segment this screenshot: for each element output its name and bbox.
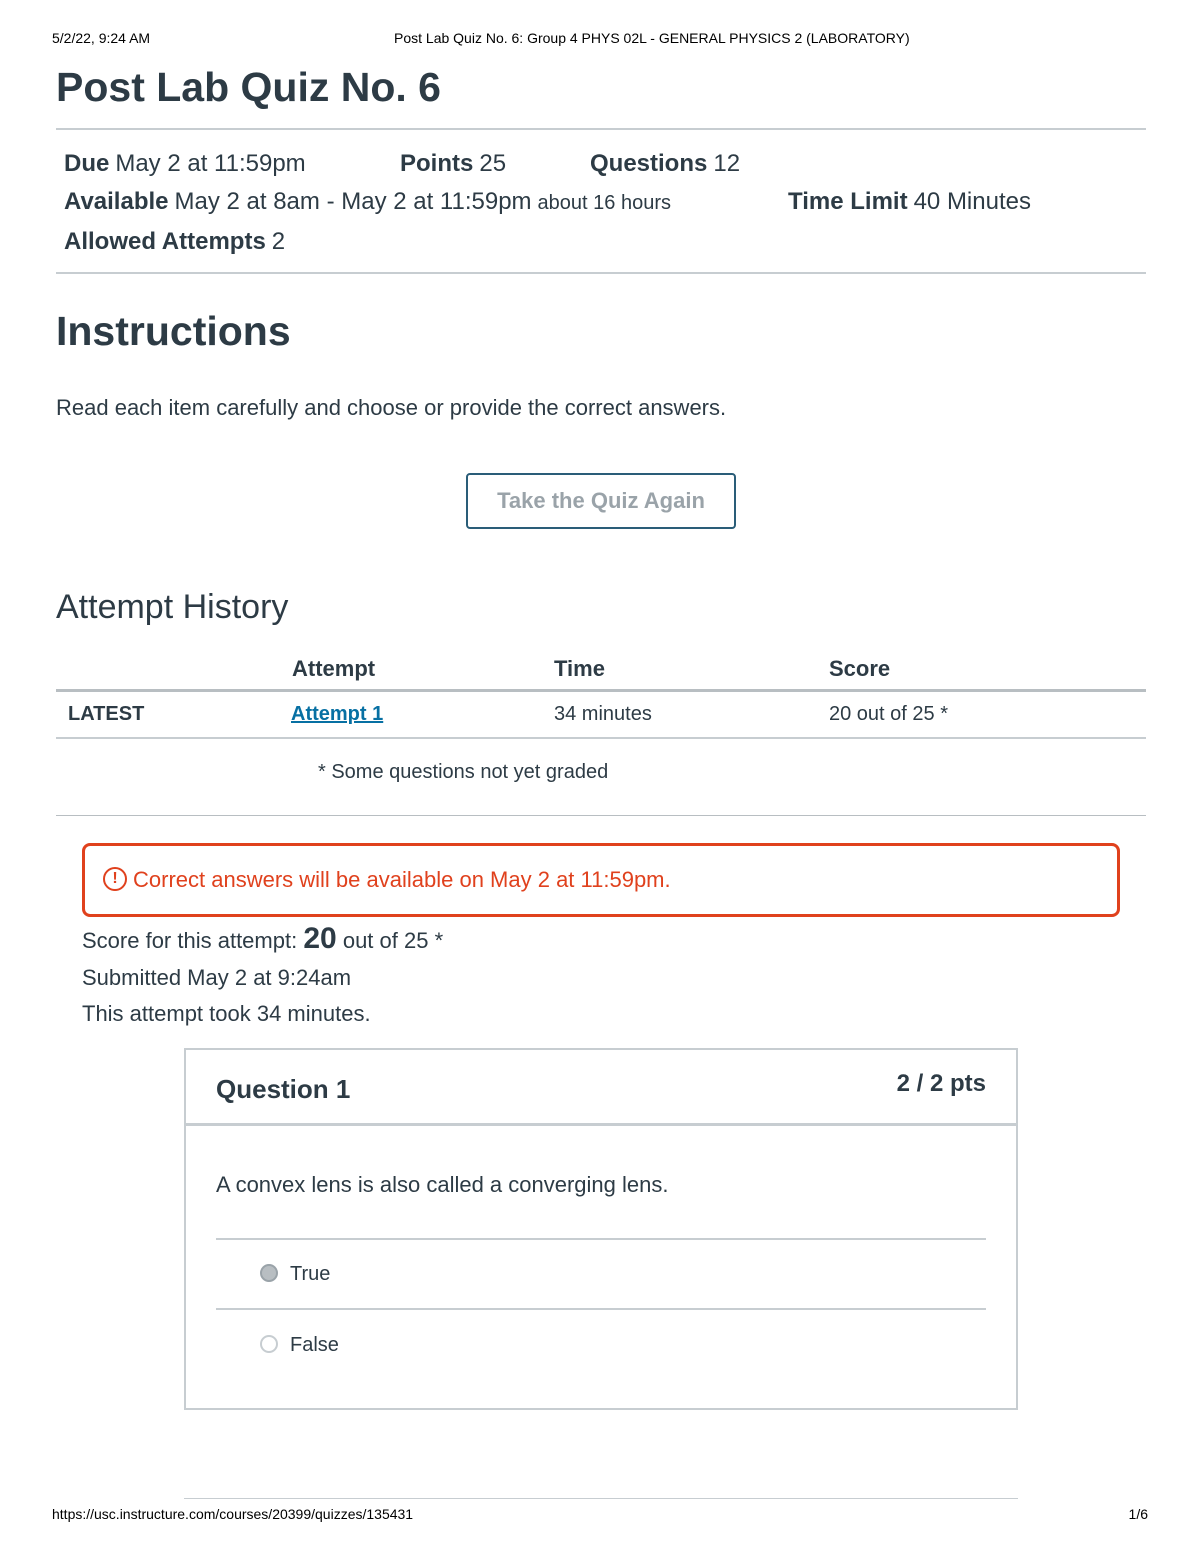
warning-icon: ! bbox=[103, 867, 127, 891]
latest-tag: LATEST bbox=[68, 703, 145, 725]
available-value: May 2 at 8am - May 2 at 11:59pm bbox=[174, 188, 532, 215]
score-prefix: Score for this attempt: bbox=[82, 928, 298, 953]
question-title: Question 1 bbox=[216, 1074, 351, 1104]
answer-false bbox=[260, 1334, 339, 1357]
take-quiz-again-button[interactable]: Take the Quiz Again bbox=[466, 473, 736, 529]
instructions-text: Read each item carefully and choose or provide the correct answers. bbox=[56, 395, 727, 420]
questions-value: 12 bbox=[713, 150, 741, 177]
print-title: Post Lab Quiz No. 6: Group 4 PHYS 02L - GENERAL PHYSICS 2 (LABORATORY) bbox=[394, 30, 910, 46]
answer-label: False bbox=[290, 1334, 339, 1356]
points-info bbox=[400, 150, 506, 178]
attempts-label: Allowed Attempts bbox=[64, 228, 266, 255]
time-limit-value: 40 Minutes bbox=[913, 188, 1031, 215]
due-label: Due bbox=[64, 150, 110, 177]
question-header bbox=[186, 1050, 1016, 1126]
attempt-score-line bbox=[82, 922, 443, 956]
attempts-value: 2 bbox=[271, 228, 286, 255]
question-points: 2 / 2 pts bbox=[896, 1070, 986, 1097]
time-limit-label: Time Limit bbox=[788, 188, 908, 215]
divider bbox=[56, 815, 1146, 816]
header-score: Score bbox=[829, 656, 891, 681]
answer-true bbox=[260, 1263, 330, 1286]
attempt-score: 20 out of 25 * bbox=[829, 703, 948, 725]
questions-label: Questions bbox=[590, 150, 708, 177]
radio-empty-icon bbox=[260, 1335, 278, 1353]
header-time: Time bbox=[554, 656, 605, 681]
answer-label: True bbox=[290, 1263, 331, 1285]
attempts-info bbox=[64, 228, 285, 256]
attempt-duration: This attempt took 34 minutes. bbox=[82, 1001, 371, 1026]
question-1-card bbox=[184, 1048, 1018, 1410]
score-suffix: out of 25 * bbox=[342, 928, 444, 953]
table-header-divider bbox=[56, 689, 1146, 692]
question-text: A convex lens is also called a converging lens. bbox=[216, 1172, 669, 1197]
grading-footnote: * Some questions not yet graded bbox=[318, 761, 609, 783]
score-value: 20 bbox=[303, 922, 337, 955]
print-url: https://usc.instructure.com/courses/20399/quizzes/135431 bbox=[52, 1506, 414, 1522]
time-limit-info bbox=[788, 188, 1031, 216]
divider bbox=[56, 128, 1146, 130]
due-info bbox=[64, 150, 306, 178]
footer-divider bbox=[184, 1498, 1018, 1499]
header-attempt: Attempt bbox=[292, 656, 376, 681]
attempt-history-title: Attempt History bbox=[56, 588, 289, 626]
available-note: about 16 hours bbox=[537, 192, 671, 214]
table-row-divider bbox=[56, 737, 1146, 739]
available-label: Available bbox=[64, 188, 169, 215]
instructions-title: Instructions bbox=[56, 308, 291, 354]
radio-selected-icon bbox=[260, 1264, 278, 1282]
questions-info bbox=[590, 150, 740, 178]
alert-text: Correct answers will be available on May 2 at 11:59pm. bbox=[133, 867, 671, 892]
available-info bbox=[64, 188, 671, 216]
page-title: Post Lab Quiz No. 6 bbox=[56, 64, 441, 110]
attempt-time: 34 minutes bbox=[554, 703, 652, 725]
points-label: Points bbox=[400, 150, 474, 177]
answer-divider bbox=[216, 1308, 986, 1310]
answer-divider bbox=[216, 1238, 986, 1240]
divider bbox=[56, 272, 1146, 274]
submitted-time: Submitted May 2 at 9:24am bbox=[82, 965, 352, 990]
print-page-number: 1/6 bbox=[1128, 1506, 1148, 1522]
correct-answers-alert bbox=[82, 843, 1120, 917]
print-date: 5/2/22, 9:24 AM bbox=[52, 30, 151, 46]
attempt-1-link[interactable]: Attempt 1 bbox=[291, 703, 384, 725]
due-value: May 2 at 11:59pm bbox=[115, 150, 306, 177]
points-value: 25 bbox=[479, 150, 507, 177]
